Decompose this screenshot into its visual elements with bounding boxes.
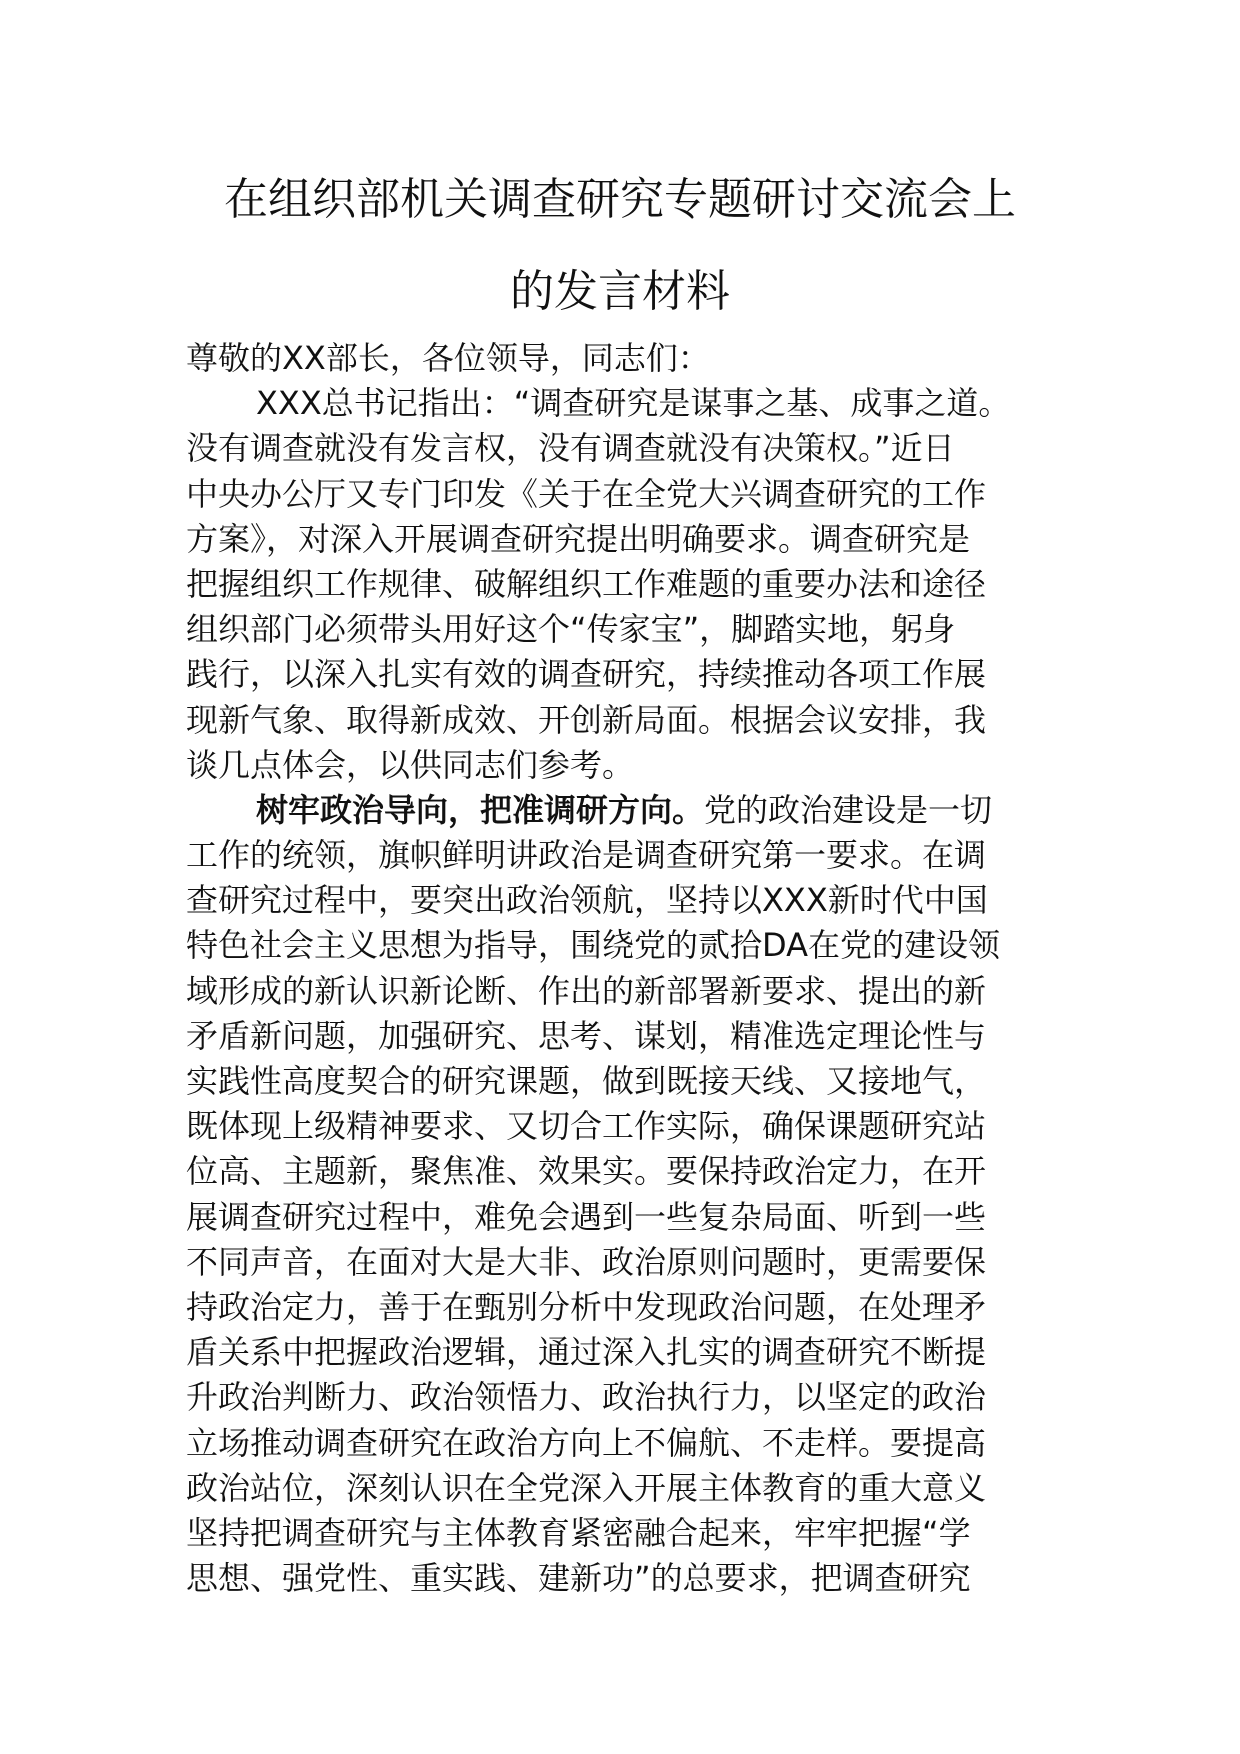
paragraph-lead-heading: 树牢政治导向，把准调研方向。 bbox=[256, 790, 705, 829]
paragraph-line: 不同声音，在面对大是大非、政治原则问题时，更需要保 bbox=[186, 1242, 987, 1281]
paragraph-line: 特色社会主义思想为指导，围绕党的贰拾DA在党的建设领 bbox=[186, 926, 1000, 965]
paragraph-line: 把握组织工作规律、破解组织工作难题的重要办法和途径 bbox=[186, 564, 987, 603]
paragraph-line: 实践性高度契合的研究课题，做到既接天线、又接地气， bbox=[186, 1062, 987, 1100]
paragraph-line: 升政治判断力、政治领悟力、政治执行力，以坚定的政治 bbox=[186, 1378, 987, 1417]
paragraph-2 bbox=[186, 788, 1066, 1601]
paragraph-line: 组织部门必须带头用好这个“传家宝”，脚踏实地，躬身 bbox=[186, 610, 956, 649]
paragraph-line: 查研究过程中，要突出政治领航，坚持以XXX新时代中国 bbox=[186, 881, 988, 920]
paragraph-line: 既体现上级精神要求、又切合工作实际，确保课题研究站 bbox=[186, 1107, 987, 1146]
paragraph-line: 中央办公厅又专门印发《关于在全党大兴调查研究的工作 bbox=[186, 474, 987, 513]
paragraph-line: 没有调查就没有发言权，没有调查就没有决策权。”近日 bbox=[186, 429, 955, 468]
paragraph-lead-rest: 党的政治建设是一切 bbox=[704, 790, 993, 829]
paragraph-line: XXX总书记指出：“调查研究是谋事之基、成事之道。 bbox=[256, 384, 1011, 423]
paragraph-line: 谈几点体会，以供同志们参考。 bbox=[186, 745, 635, 784]
paragraph-line: 方案》，对深入开展调查研究提出明确要求。调查研究是 bbox=[186, 519, 971, 558]
document-title-line-2: 的发言材料 bbox=[510, 266, 730, 317]
document-title-line-1: 在组织部机关调查研究专题研讨交流会上 bbox=[224, 174, 1016, 225]
paragraph-first-line bbox=[186, 788, 1066, 833]
paragraph-line: 思想、强党性、重实践、建新功”的总要求，把调查研究 bbox=[186, 1559, 971, 1598]
paragraph-line: 工作的统领，旗帜鲜明讲政治是调查研究第一要求。在调 bbox=[186, 836, 987, 875]
paragraph-line: 政治站位，深刻认识在全党深入开展主体教育的重大意义 bbox=[186, 1468, 987, 1507]
paragraph-line: 展调查研究过程中，难免会遇到一些复杂局面、听到一些 bbox=[186, 1197, 987, 1236]
paragraph-line: 持政治定力，善于在甄别分析中发现政治问题，在处理矛 bbox=[186, 1287, 987, 1326]
paragraph-line: 立场推动调查研究在政治方向上不偏航、不走样。要提高 bbox=[186, 1423, 987, 1462]
paragraph-line: 践行，以深入扎实有效的调查研究，持续推动各项工作展 bbox=[186, 655, 987, 694]
document-body bbox=[186, 336, 1066, 1601]
paragraph-1 bbox=[186, 381, 1066, 788]
paragraph-line: 盾关系中把握政治逻辑，通过深入扎实的调查研究不断提 bbox=[186, 1333, 987, 1372]
paragraph-line: 坚持把调查研究与主体教育紧密融合起来，牢牢把握“学 bbox=[186, 1513, 971, 1552]
salutation: 尊敬的XX部长，各位领导，同志们： bbox=[186, 339, 710, 377]
paragraph-line: 位高、主题新，聚焦准、效果实。要保持政治定力，在开 bbox=[186, 1152, 987, 1191]
paragraph-line: 域形成的新认识新论断、作出的新部署新要求、提出的新 bbox=[186, 971, 987, 1010]
paragraph-line: 现新气象、取得新成效、开创新局面。根据会议安排，我 bbox=[186, 700, 987, 739]
paragraph-line: 矛盾新问题，加强研究、思考、谋划，精准选定理论性与 bbox=[186, 1016, 987, 1055]
